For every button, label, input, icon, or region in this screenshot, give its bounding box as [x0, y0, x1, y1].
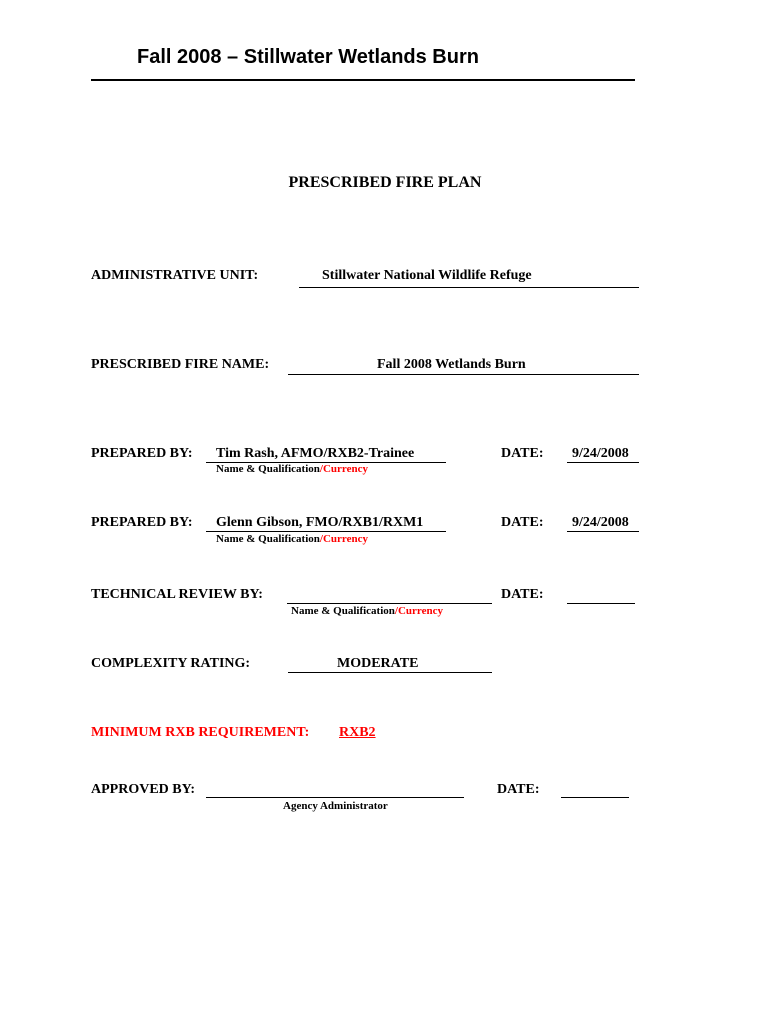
technical-review-date-line: [567, 603, 635, 604]
prepared-by-2-label: PREPARED BY:: [91, 515, 193, 530]
approved-by-line: [206, 797, 464, 798]
header-rule: [91, 79, 635, 81]
administrative-unit-value: Stillwater National Wildlife Refuge: [322, 268, 532, 283]
technical-review-sublabel: Name & Qualification/Currency: [291, 605, 443, 617]
minimum-rxb-value: RXB2: [339, 725, 376, 740]
approved-by-label: APPROVED BY:: [91, 782, 196, 797]
document-title: PRESCRIBED FIRE PLAN: [288, 174, 482, 191]
approved-by-sublabel: Agency Administrator: [283, 800, 388, 812]
prepared-by-1-sublabel: Name & Qualification/Currency: [216, 463, 368, 475]
fire-name-value: Fall 2008 Wetlands Burn: [377, 357, 526, 372]
complexity-value: MODERATE: [337, 656, 419, 671]
prepared-by-2-value: Glenn Gibson, FMO/RXB1/RXM1: [216, 515, 424, 530]
administrative-unit-line: [299, 287, 639, 288]
prepared-by-2-date-line: [567, 531, 639, 532]
prepared-by-2-date-value: 9/24/2008: [572, 515, 629, 530]
complexity-line: [288, 672, 492, 673]
technical-review-label: TECHNICAL REVIEW BY:: [91, 587, 263, 602]
complexity-label: COMPLEXITY RATING:: [91, 656, 251, 671]
fire-name-line: [288, 374, 639, 375]
fire-name-label: PRESCRIBED FIRE NAME:: [91, 357, 270, 372]
administrative-unit-label: ADMINISTRATIVE UNIT:: [91, 268, 259, 283]
prepared-by-1-label: PREPARED BY:: [91, 446, 193, 461]
prepared-by-1-date-value: 9/24/2008: [572, 446, 629, 461]
prepared-by-2-sublabel: Name & Qualification/Currency: [216, 533, 368, 545]
approved-by-date-label: DATE:: [497, 782, 540, 797]
approved-by-date-line: [561, 797, 629, 798]
minimum-rxb-label: MINIMUM RXB REQUIREMENT:: [91, 725, 310, 740]
header-title: Fall 2008 – Stillwater Wetlands Burn: [137, 46, 479, 68]
technical-review-date-label: DATE:: [501, 587, 544, 602]
prepared-by-1-date-line: [567, 462, 639, 463]
prepared-by-2-line: [206, 531, 446, 532]
technical-review-line: [287, 603, 492, 604]
prepared-by-1-date-label: DATE:: [501, 446, 544, 461]
prepared-by-1-value: Tim Rash, AFMO/RXB2-Trainee: [216, 446, 415, 461]
prepared-by-2-date-label: DATE:: [501, 515, 544, 530]
